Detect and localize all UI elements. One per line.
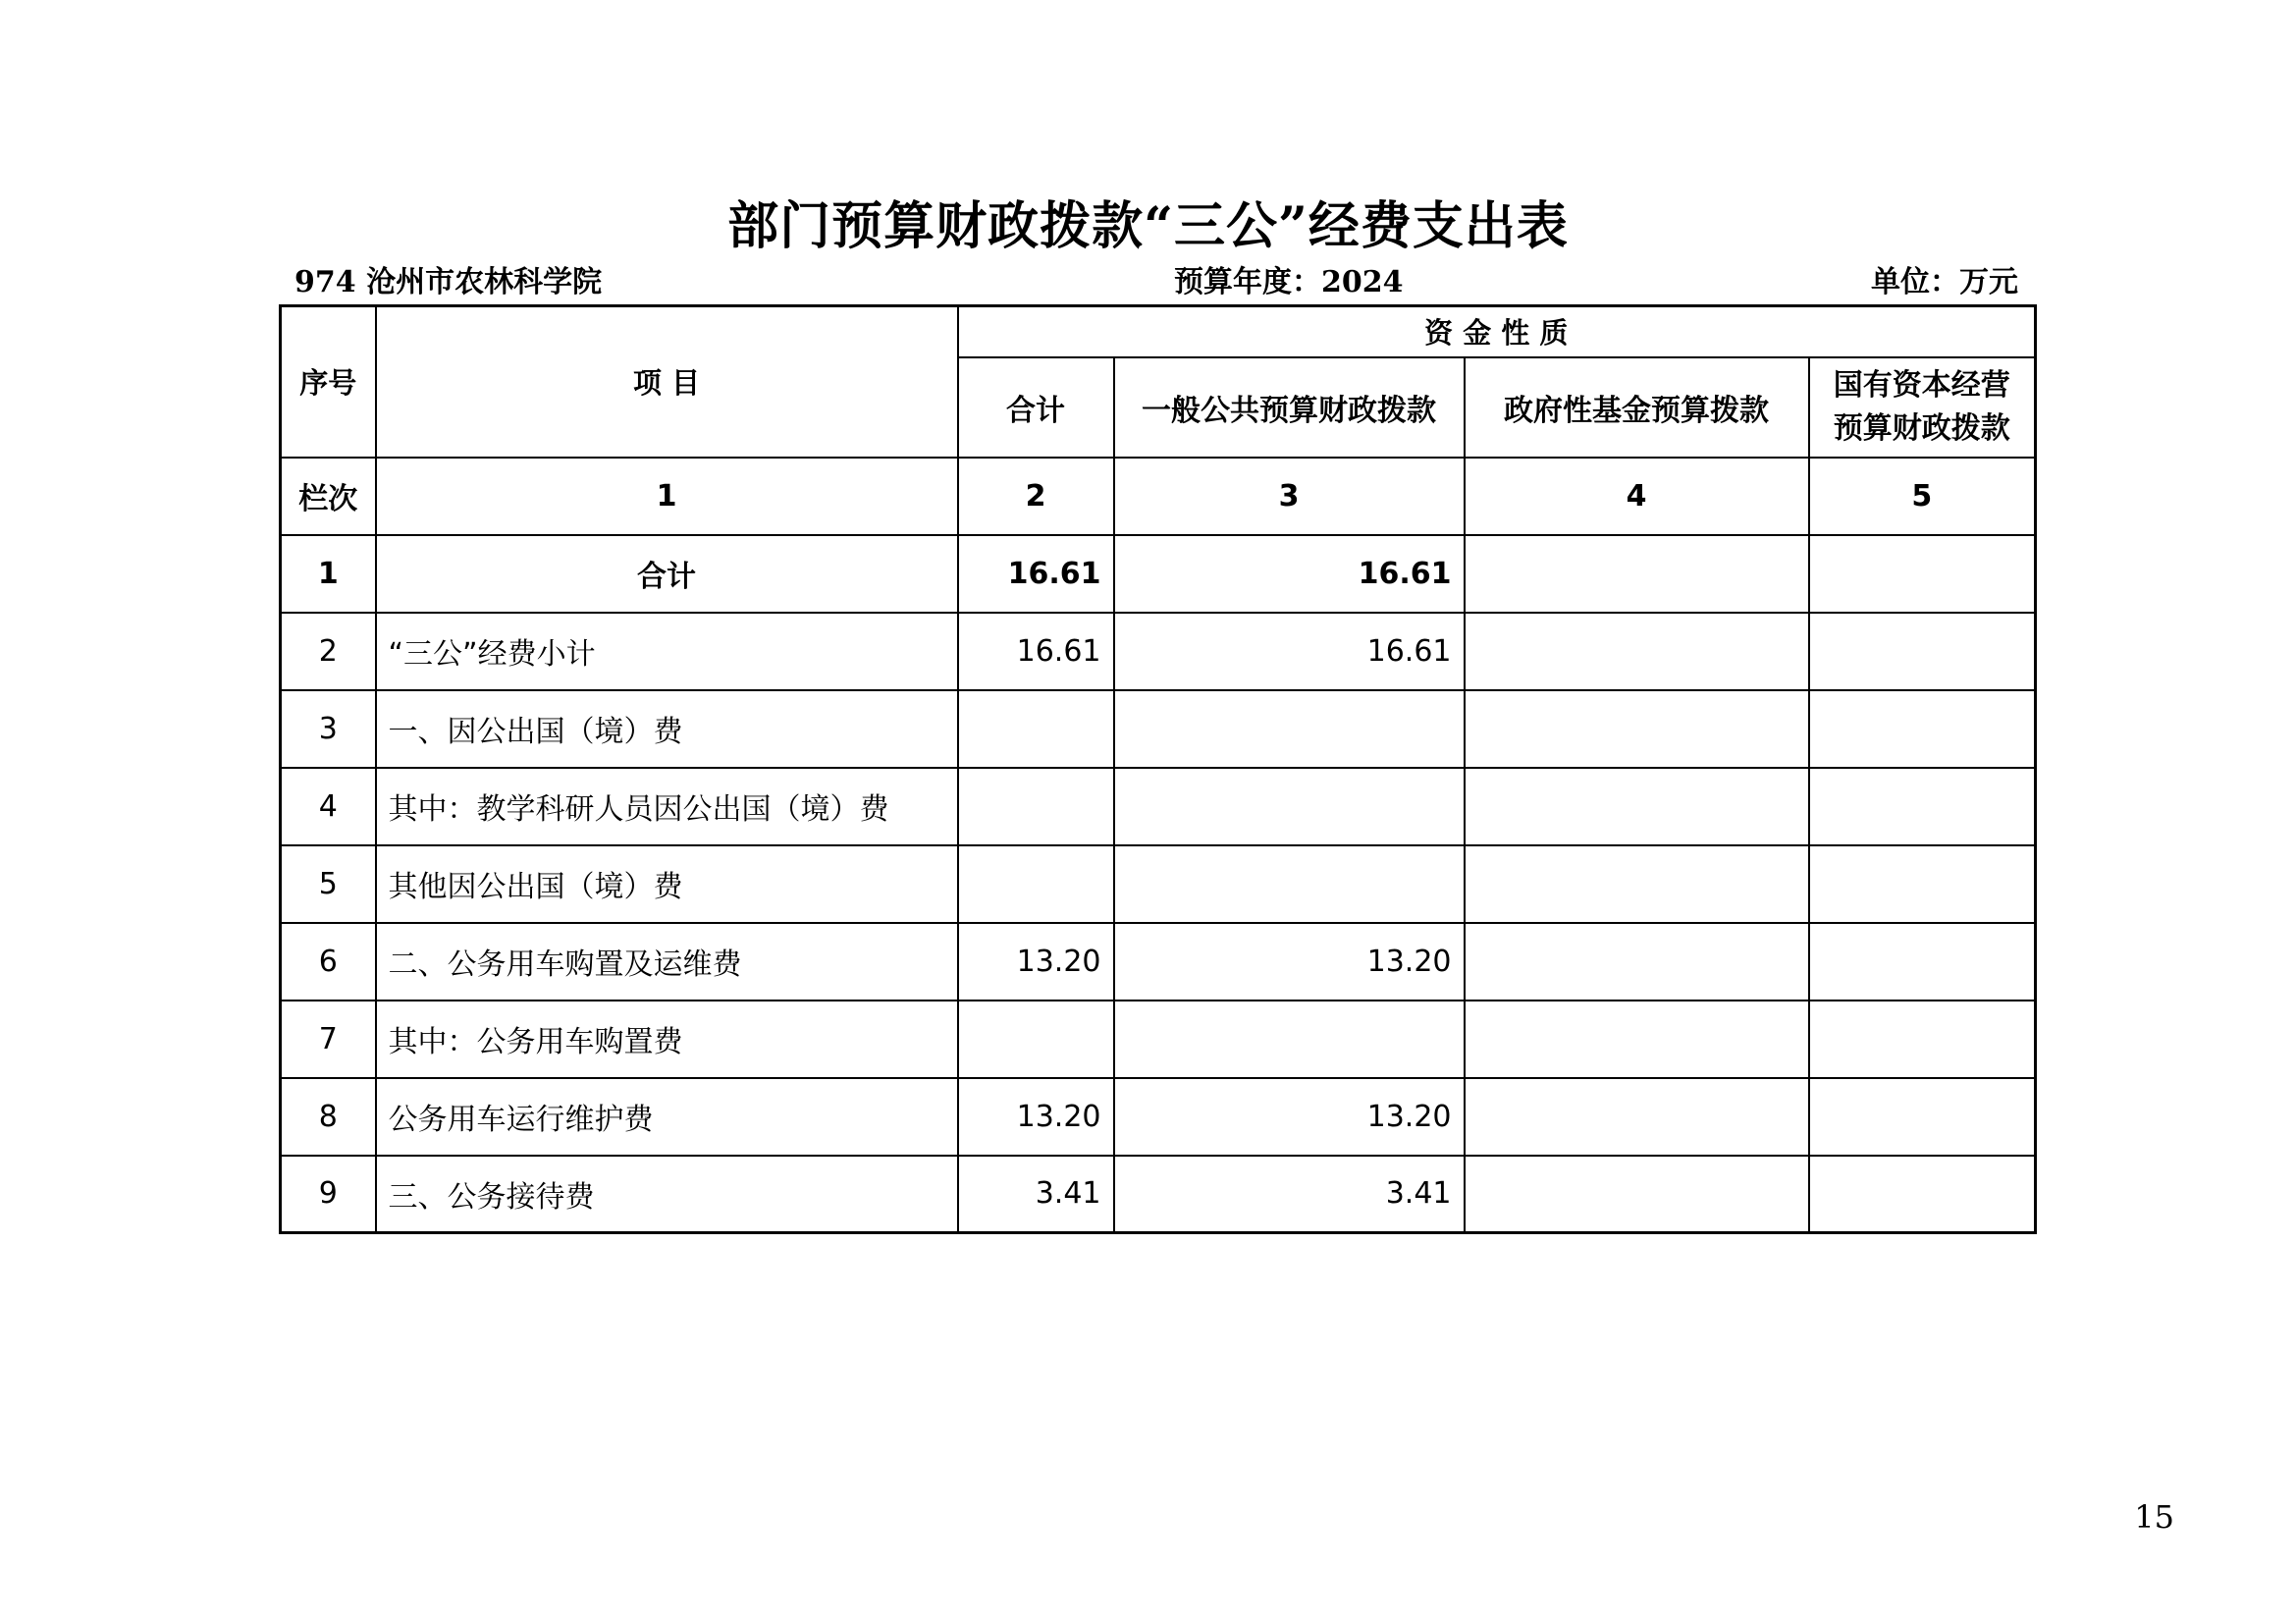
agency-name: 974 沧州市农林科学院 xyxy=(294,265,603,299)
header-fund-nature: 资 金 性 质 xyxy=(958,306,2036,357)
table-row xyxy=(281,1001,2036,1078)
page-title: 部门预算财政拨款“三公”经费支出表 xyxy=(727,196,1569,256)
row-gov-fund xyxy=(1465,923,1809,1001)
row-gov-fund xyxy=(1465,535,1809,613)
header-state-capital xyxy=(1809,357,2036,458)
row-total xyxy=(958,845,1114,923)
header-gov-fund: 政府性基金预算拨款 xyxy=(1465,357,1809,458)
row-total: 3.41 xyxy=(958,1156,1114,1233)
table-row xyxy=(281,613,2036,690)
header-seq: 序号 xyxy=(281,306,376,458)
three-public-expenses-table xyxy=(279,304,2037,1234)
table-row xyxy=(281,1078,2036,1156)
row-seq: 2 xyxy=(281,613,376,690)
row-item: 其中：公务用车购置费 xyxy=(376,1001,958,1078)
row-item: 其他因公出国（境）费 xyxy=(376,845,958,923)
row-total xyxy=(958,1001,1114,1078)
column-index-row xyxy=(281,458,2036,535)
header-state-capital-line1: 国有资本经营 xyxy=(1833,368,2010,403)
page-number: 15 xyxy=(2134,1498,2174,1536)
row-gov-fund xyxy=(1465,690,1809,768)
row-general xyxy=(1114,690,1465,768)
table-row xyxy=(281,768,2036,845)
row-seq: 5 xyxy=(281,845,376,923)
row-total xyxy=(958,768,1114,845)
row-seq: 4 xyxy=(281,768,376,845)
row-gov-fund xyxy=(1465,1078,1809,1156)
row-gov-fund xyxy=(1465,768,1809,845)
column-index-1: 1 xyxy=(376,458,958,535)
header-general-budget: 一般公共预算财政拨款 xyxy=(1114,357,1465,458)
row-general: 16.61 xyxy=(1114,535,1465,613)
row-seq: 3 xyxy=(281,690,376,768)
row-general xyxy=(1114,1001,1465,1078)
row-state-capital xyxy=(1809,613,2036,690)
row-state-capital xyxy=(1809,845,2036,923)
row-total: 16.61 xyxy=(958,613,1114,690)
row-item: 一、因公出国（境）费 xyxy=(376,690,958,768)
row-item: “三公”经费小计 xyxy=(376,613,958,690)
row-state-capital xyxy=(1809,1156,2036,1233)
header-row-top xyxy=(281,306,2036,357)
row-gov-fund xyxy=(1465,845,1809,923)
row-gov-fund xyxy=(1465,1156,1809,1233)
header-item: 项 目 xyxy=(376,306,958,458)
table-row xyxy=(281,535,2036,613)
column-index-label: 栏次 xyxy=(281,458,376,535)
table-row xyxy=(281,923,2036,1001)
row-seq: 6 xyxy=(281,923,376,1001)
column-index-4: 4 xyxy=(1465,458,1809,535)
table-row xyxy=(281,845,2036,923)
row-general: 16.61 xyxy=(1114,613,1465,690)
table-row xyxy=(281,1156,2036,1233)
header-state-capital-line2: 预算财政拨款 xyxy=(1833,410,2010,446)
row-total: 13.20 xyxy=(958,1078,1114,1156)
row-item: 公务用车运行维护费 xyxy=(376,1078,958,1156)
column-index-5: 5 xyxy=(1809,458,2036,535)
row-item: 其中：教学科研人员因公出国（境）费 xyxy=(376,768,958,845)
row-seq: 1 xyxy=(281,535,376,613)
budget-year: 预算年度：2024 xyxy=(1174,265,1404,299)
row-state-capital xyxy=(1809,1078,2036,1156)
row-item: 二、公务用车购置及运维费 xyxy=(376,923,958,1001)
row-state-capital xyxy=(1809,1001,2036,1078)
row-general: 3.41 xyxy=(1114,1156,1465,1233)
row-seq: 7 xyxy=(281,1001,376,1078)
row-seq: 8 xyxy=(281,1078,376,1156)
header-total: 合计 xyxy=(958,357,1114,458)
row-general: 13.20 xyxy=(1114,923,1465,1001)
row-general xyxy=(1114,768,1465,845)
row-seq: 9 xyxy=(281,1156,376,1233)
row-gov-fund xyxy=(1465,613,1809,690)
row-gov-fund xyxy=(1465,1001,1809,1078)
table-row xyxy=(281,690,2036,768)
row-general xyxy=(1114,845,1465,923)
row-state-capital xyxy=(1809,923,2036,1001)
row-general: 13.20 xyxy=(1114,1078,1465,1156)
row-total: 13.20 xyxy=(958,923,1114,1001)
row-state-capital xyxy=(1809,690,2036,768)
currency-unit: 单位：万元 xyxy=(1871,265,2018,299)
column-index-2: 2 xyxy=(958,458,1114,535)
row-item: 三、公务接待费 xyxy=(376,1156,958,1233)
row-item: 合计 xyxy=(376,535,958,613)
row-total xyxy=(958,690,1114,768)
column-index-3: 3 xyxy=(1114,458,1465,535)
row-total: 16.61 xyxy=(958,535,1114,613)
row-state-capital xyxy=(1809,768,2036,845)
row-state-capital xyxy=(1809,535,2036,613)
